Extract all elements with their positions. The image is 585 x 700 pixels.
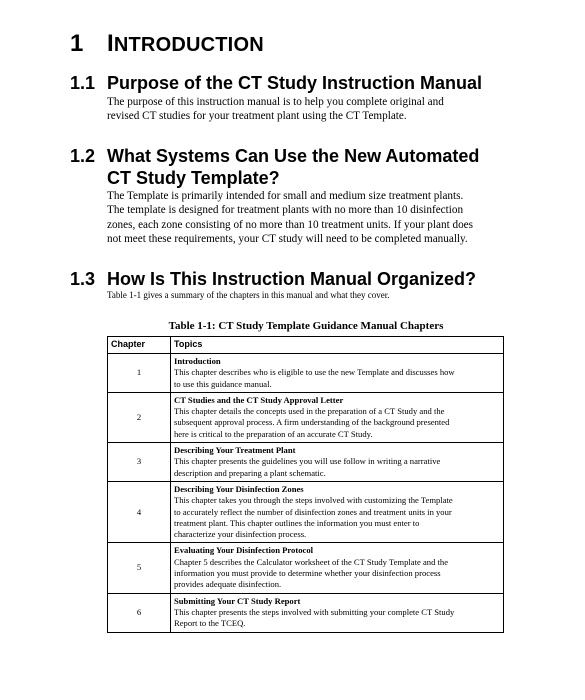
section-title-line: CT Study Template?: [107, 168, 280, 188]
table-row: [108, 481, 504, 542]
topic-cell: [171, 443, 504, 482]
paragraph-line: revised CT studies for your treatment plant using the CT Template.: [107, 110, 407, 123]
topic-line: This chapter details the concepts used in the preparation of a CT Study and the: [174, 406, 445, 417]
topic-title: CT Studies and the CT Study Approval Letter: [174, 394, 344, 405]
section-number: 1.2: [70, 146, 96, 166]
table-row: [108, 392, 504, 442]
paragraph-line: zones, each zone consisting of no more than 10 treatment units. If your plant does: [107, 218, 473, 231]
topic-cell: [171, 593, 504, 632]
table-header-row: [108, 337, 504, 354]
topic-cell: [171, 481, 504, 542]
table-row: [108, 443, 504, 482]
chapter-number-cell: 3: [108, 443, 171, 482]
topic-line: Chapter 5 describes the Calculator worksheet of the CT Study Template and the: [174, 556, 449, 567]
chapter-title-initial: I: [107, 30, 114, 57]
paragraph-line: not meet these requirements, your CT study will need to be completed manually.: [107, 232, 468, 245]
topic-line: provides adequate disinfection.: [174, 579, 282, 590]
topic-cell: [171, 543, 504, 593]
topic-cell: [171, 392, 504, 442]
paragraph-line: The template is designed for treatment plants with no more than 10 disinfection: [107, 204, 464, 217]
section-number: 1.3: [70, 269, 96, 289]
section-title: How Is This Instruction Manual Organized?: [107, 269, 477, 289]
chapters-table: [107, 336, 504, 633]
topic-title: Introduction: [174, 356, 221, 366]
chapter-number-cell: 6: [108, 593, 171, 632]
topic-line: treatment plant. This chapter outlines the information you must enter to: [174, 517, 420, 528]
chapter-heading: [70, 30, 264, 58]
table-row: [108, 354, 504, 393]
topic-title: Evaluating Your Disinfection Protocol: [174, 545, 314, 556]
section-title-line: What Systems Can Use the New Automated: [107, 146, 480, 166]
topic-line: subsequent approval process. A firm understanding of the background presented: [174, 417, 450, 428]
topic-line: to accurately reflect the number of disinfection zones and treatment units in your: [174, 506, 452, 517]
section-number: 1.1: [70, 73, 96, 93]
topic-title: Describing Your Treatment Plant: [174, 445, 296, 456]
topic-line: description and preparing a plant schematic.: [174, 467, 326, 478]
section-title: Purpose of the CT Study Instruction Manual: [107, 73, 483, 93]
topic-title: Describing Your Disinfection Zones: [174, 483, 304, 494]
paragraph-line: The purpose of this instruction manual is to help you complete original and: [107, 96, 444, 108]
table-row: [108, 593, 504, 632]
table-row: [108, 543, 504, 593]
topic-line: to use this guidance manual.: [174, 378, 272, 389]
chapter-number-cell: 5: [108, 543, 171, 593]
table-intro-text: Table 1-1 gives a summary of the chapters in this manual and what they cover.: [107, 290, 390, 300]
table-caption: Table 1-1: CT Study Template Guidance Manual Chapters: [168, 320, 444, 332]
topic-line: This chapter presents the guidelines you will use follow in writing a narrative: [174, 456, 441, 467]
topic-line: here is critical to the preparation of an accurate CT Study.: [174, 428, 373, 439]
topic-line: characterize your disinfection process.: [174, 529, 307, 540]
chapter-title-rest: NTRODUCTION: [113, 34, 264, 56]
chapter-number-cell: 2: [108, 392, 171, 442]
topic-line: This chapter presents the steps involved with submitting your complete CT Study: [174, 606, 455, 617]
topic-line: information you must provide to determine whether your disinfection process: [174, 568, 441, 579]
chapter-number-cell: 4: [108, 481, 171, 542]
section-title: [107, 145, 527, 189]
topic-title: Submitting Your CT Study Report: [174, 595, 301, 606]
section-1-2-paragraph: [107, 189, 512, 246]
section-1-1-paragraph: [107, 95, 512, 124]
paragraph-line: The Template is primarily intended for small and medium size treatment plants.: [107, 190, 464, 202]
topic-cell: [171, 354, 504, 393]
chapter-number: 1: [70, 30, 84, 57]
topic-line: This chapter describes who is eligible to use the new Template and discusses how: [174, 367, 455, 378]
chapter-number-cell: 1: [108, 354, 171, 393]
column-header-topics: Topics: [171, 337, 504, 354]
topic-line: Report to the TCEQ.: [174, 618, 246, 629]
column-header-chapter: Chapter: [108, 337, 171, 354]
topic-line: This chapter takes you through the steps involved with customizing the Template: [174, 495, 453, 506]
